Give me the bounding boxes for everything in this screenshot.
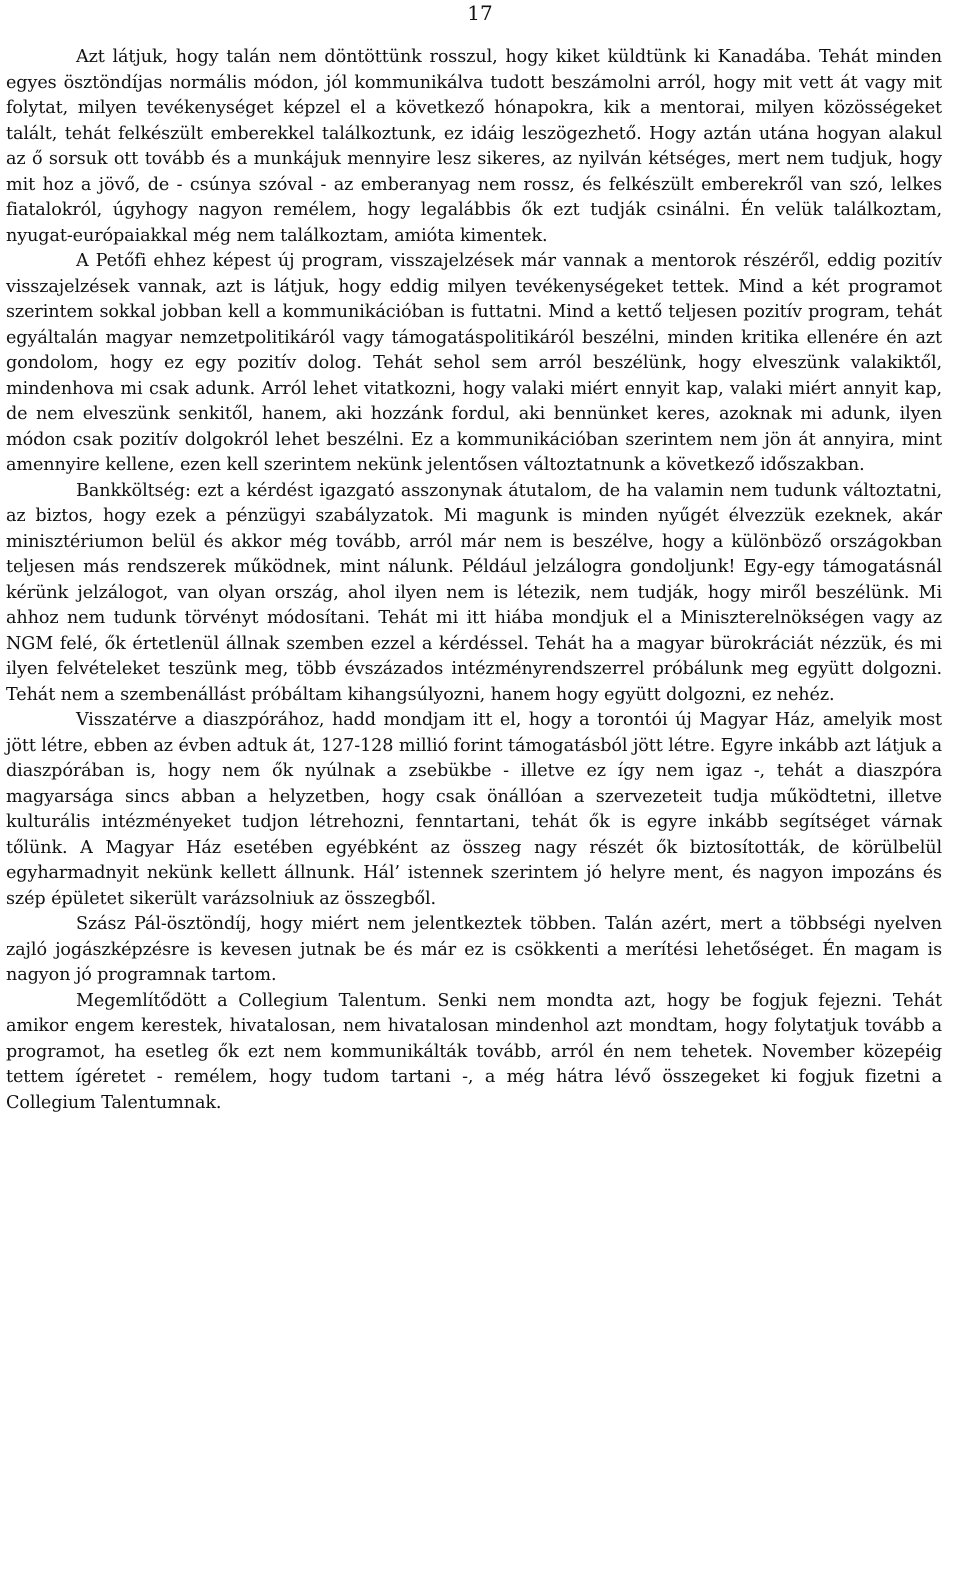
paragraph: Megemlítődött a Collegium Talentum. Senki nem mondta azt, hogy be fogjuk fejezni. Tehát amikor engem kerestek, hivatalosan, nem hivatalosan mindenhol azt mondtam, hogy folytatjuk tovább a programot, ha esetleg ők ezt nem kommunikálták tovább, arról én nem tehetek. November közepéig tettem ígéretet - remélem, hogy tudom tartani -, a még hátra lévő összegeket ki fogjuk fizetni a Collegium Talentumnak. [6,990,942,1113]
document-body [6,45,942,1116]
paragraph: Szász Pál-ösztöndíj, hogy miért nem jelentkeztek többen. Talán azért, mert a többségi nyelven zajló jogászképzésre is kevesen jutnak be és már ez is csökkenti a merítési lehetőséget. Én magam is nagyon jó programnak tartom. [6,914,942,985]
paragraph: Bankköltség: ezt a kérdést igazgató asszonynak átutalom, de ha valamin nem tudunk változtatni, az biztos, hogy ezek a pénzügyi szabályzatok. Mi magunk is minden nyűgét élvezzük ezeknek, akár minisztériumon belül és akkor még tovább, arról már nem is beszélve, hogy a különböző országokban teljesen más rendszerek működnek, mint nálunk. Például jelzálogra gondoljunk! Egy-egy támogatásnál kérünk jelzálogot, van olyan ország, ahol ilyen nem is létezik, nem tudják, hogy miről beszélünk. Mi ahhoz nem tudunk törvényt módosítani. Tehát mi itt hiába mondjuk el a Miniszterelnökségen vagy az NGM felé, ők értetlenül állnak szemben ezzel a kérdéssel. Tehát ha a magyar bürokráciát nézzük, és mi ilyen felvételeket teszünk meg, több évszázados intézményrendszerrel próbálunk meg együtt dolgozni. Tehát nem a szembenállást próbáltam kihangsúlyozni, hanem hogy együtt dolgozni, ez nehéz. [6,480,942,705]
page-number: 17 [467,1,493,25]
paragraph: Azt látjuk, hogy talán nem döntöttünk rosszul, hogy kiket küldtünk ki Kanadába. Tehát minden egyes ösztöndíjas normális módon, jól kommunikálva tudott beszámolni arról, hogy mit vett át vagy mit folytat, milyen tevékenységet képzel el a következő hónapokra, kik a mentorai, milyen közösségeket talált, tehát felkészült emberekkel találkoztunk, ez idáig leszögezhető. Hogy aztán utána hogyan alakul az ő sorsuk ott tovább és a munkájuk mennyire lesz sikeres, az nyilván kétséges, mert nem tudjuk, hogy mit hoz a jövő, de - csúnya szóval - az emberanyag nem rossz, és felkészült emberekről van szó, lelkes fiatalokról, úgyhogy nagyon remélem, hogy legalábbis ők ezt tudják csinálni. Én velük találkoztam, nyugat-európaiakkal még nem találkoztam, amióta kimentek. [6,47,942,246]
paragraph: A Petőfi ehhez képest új program, visszajelzések már vannak a mentorok részéről, eddig pozitív visszajelzések vannak, azt is látjuk, hogy eddig milyen tevékenységeket tettek. Mind a két programot szerintem sokkal jobban kell a kommunikációban is futtatni. Mind a kettő teljesen pozitív program, tehát egyáltalán magyar nemzetpolitikáról vagy támogatáspolitikáról beszélni, minden kritika ellenére én azt gondolom, hogy ez egy pozitív dolog. Tehát sehol sem arról beszélünk, hogy elveszünk valakiktől, mindenhova mi csak adunk. Arról lehet vitatkozni, hogy valaki miért ennyit kap, valaki miért annyit kap, de nem elveszünk senkitől, hanem, aki hozzánk fordul, aki bennünket keres, azoknak mi adunk, ilyen módon csak pozitív dolgokról lehet beszélni. Ez a kommunikációban szerintem nem jön át annyira, mint amennyire kellene, ezen kell szerintem nekünk jelentősen változtatnunk a következő időszakban. [6,251,942,475]
paragraph: Visszatérve a diaszpórához, hadd mondjam itt el, hogy a torontói új Magyar Ház, amelyik most jött létre, ebben az évben adtuk át, 127-128 millió forint támogatásból jött létre. Egyre inkább azt látjuk a diaszpórában is, hogy nem ők nyúlnak a zsebükbe - illetve ez így nem igaz -, tehát a diaszpóra magyarsága sincs abban a helyzetben, hogy csak önállóan a szervezeteit tudja működtetni, illetve kulturális intézményeket tudjon létrehozni, fenntartani, tehát ők is egyre inkább segítséget várnak tőlünk. A Magyar Ház esetében egyébként az összeg nagy részét ők biztosították, de körülbelül egyharmadnyit nekünk kellett állnunk. Hál’ istennek szerintem jó helyre ment, és nagyon impozáns és szép épületet sikerült varázsolniuk az összegből. [6,710,942,909]
